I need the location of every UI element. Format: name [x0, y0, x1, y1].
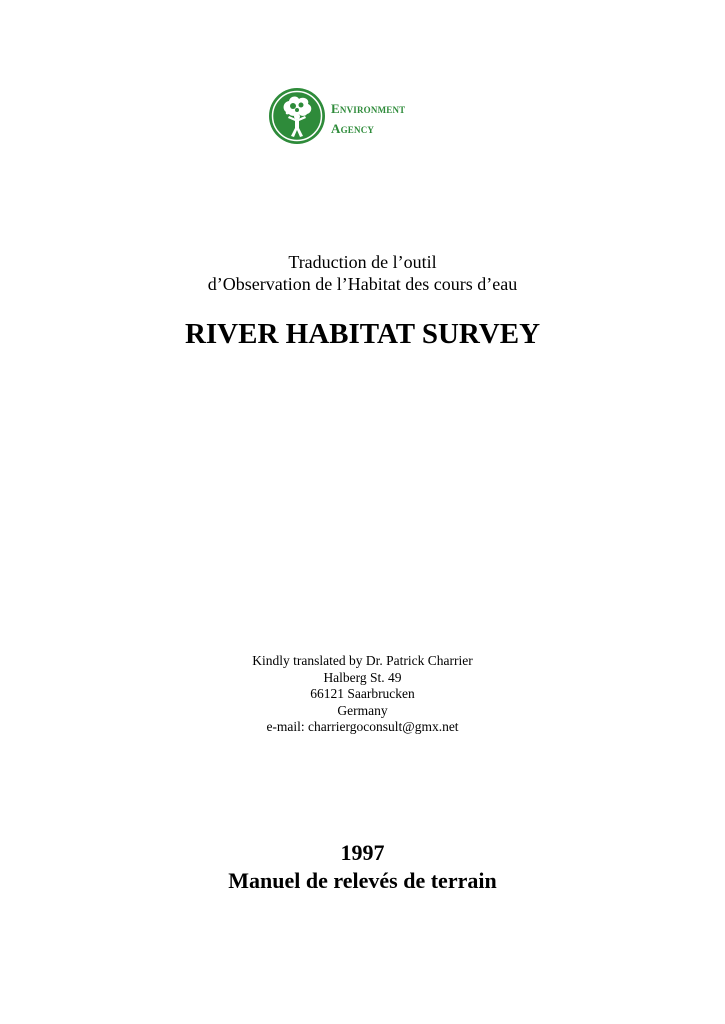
document-title: RIVER HABITAT SURVEY — [184, 318, 541, 350]
logo-line-agency: agency — [331, 117, 375, 137]
credits-street: Halberg St. 49 — [323, 669, 402, 685]
logo-line-environment: environment — [331, 97, 406, 117]
subtitle-line-2: d’Observation de l’Habitat des cours d’eau — [207, 274, 518, 294]
environment-agency-tree-person-icon — [268, 87, 326, 145]
environment-agency-logo — [268, 87, 468, 147]
credits-email: e-mail: charriergoconsult@gmx.net — [266, 719, 459, 734]
subtitle-line-1: Traduction de l’outil — [288, 252, 437, 272]
credits-country: Germany — [337, 702, 388, 718]
credits-city: 66121 Saarbrucken — [310, 686, 415, 701]
translator-credits — [0, 653, 725, 736]
publication-year: 1997 — [340, 840, 385, 865]
logo-wordmark — [331, 98, 405, 138]
credits-translator: Kindly translated by Dr. Patrick Charrier — [252, 653, 473, 668]
manual-title: Manuel de relevés de terrain — [228, 868, 497, 893]
